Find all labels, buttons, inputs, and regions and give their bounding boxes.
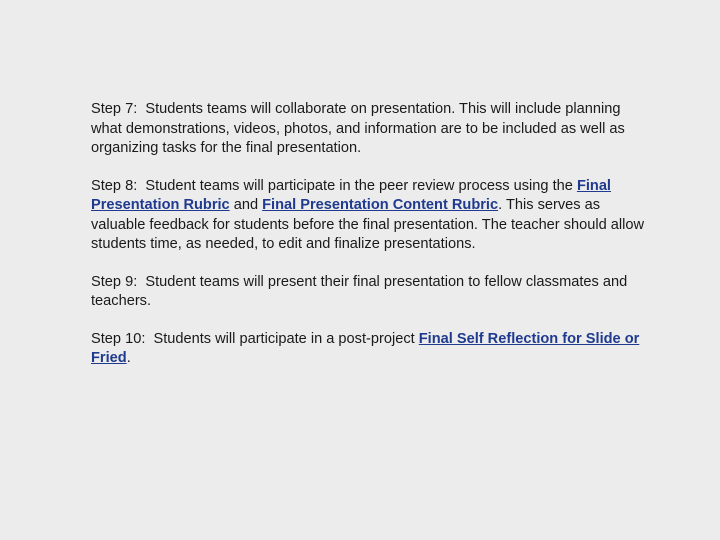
step-8-text-b: and xyxy=(229,197,263,213)
step-8-text-a: Student teams will participate in the peer review process using the xyxy=(145,177,577,194)
step-9-label: Step 9 xyxy=(91,273,134,290)
step-10-text-b: . xyxy=(126,350,131,366)
step-10-label: Step 10 xyxy=(91,330,142,347)
steps-content xyxy=(91,100,651,387)
step-9 xyxy=(91,273,651,312)
final-self-reflection-link[interactable]: Final Self Reflection for Slide or Fried xyxy=(91,330,640,366)
step-8 xyxy=(91,177,651,255)
step-7 xyxy=(91,100,651,159)
final-presentation-content-rubric-link[interactable]: Final Presentation Content Rubric xyxy=(262,197,499,213)
step-10-separator: : xyxy=(141,330,146,347)
step-8-separator: : xyxy=(133,177,138,194)
step-10-text-a: Students will participate in a post-project xyxy=(153,330,419,347)
step-9-text: Student teams will present their final presentation to fellow classmates and teachers. xyxy=(91,273,628,309)
step-8-label: Step 8 xyxy=(91,177,134,194)
step-9-separator: : xyxy=(133,273,138,290)
final-presentation-rubric-link[interactable]: Final Presentation Rubric xyxy=(91,177,611,213)
step-8-text-c: . This serves as valuable feedback for students before the final presentation. The teacher should allow students time, as needed, to edit and finalize presentations. xyxy=(91,197,645,252)
step-7-label: Step 7: xyxy=(91,101,138,117)
step-7-text: Students teams will collaborate on presentation. This will include planning what demonstrations, videos, photos, and information are to be included as well as organizing tasks for the final presentation. xyxy=(91,101,625,156)
step-10 xyxy=(91,330,651,369)
